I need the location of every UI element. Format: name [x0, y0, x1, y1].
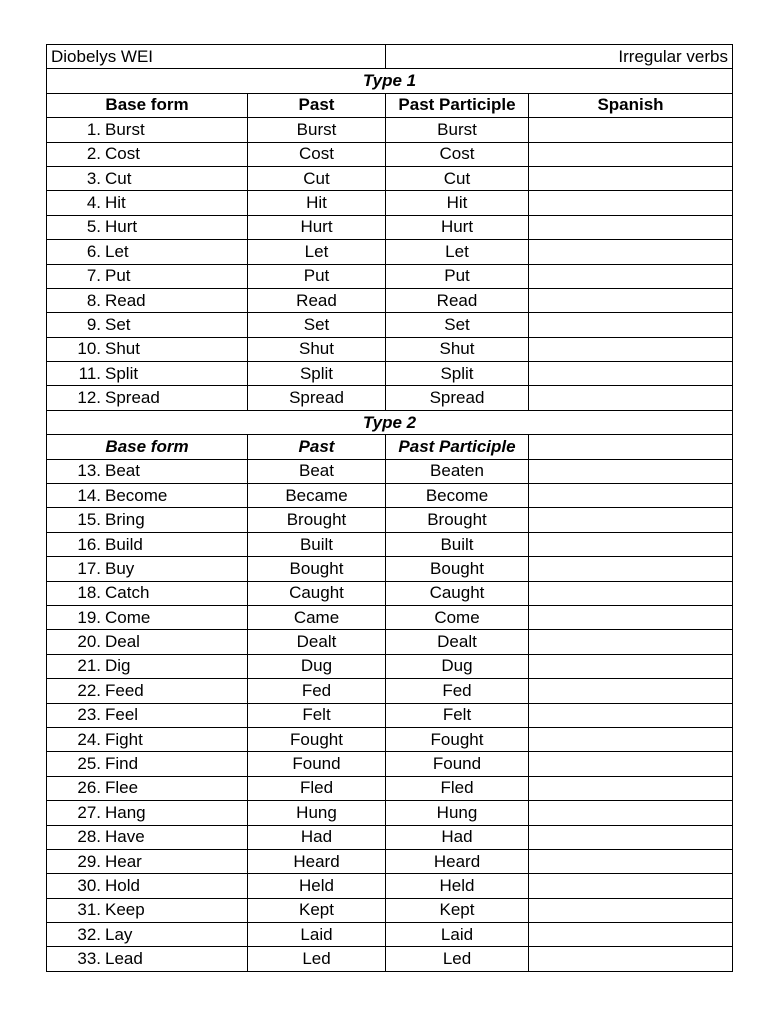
- past-participle-form: Hit: [386, 191, 529, 215]
- row-number: 12.: [77, 388, 101, 408]
- base-form-cell: [47, 825, 248, 849]
- table-row: [47, 801, 733, 825]
- base-form-cell: [47, 630, 248, 654]
- table-row: [47, 630, 733, 654]
- base-form: Feed: [105, 680, 144, 700]
- table-row: [47, 532, 733, 556]
- base-form-cell: [47, 801, 248, 825]
- row-number: 6.: [86, 241, 101, 261]
- past-participle-form: Caught: [386, 581, 529, 605]
- table-row: [47, 874, 733, 898]
- table-row: [47, 776, 733, 800]
- base-form-cell: [47, 240, 248, 264]
- base-form-cell: [47, 215, 248, 239]
- base-form: Let: [105, 241, 129, 261]
- base-form: Feel: [105, 705, 139, 725]
- past-participle-form: Held: [386, 874, 529, 898]
- base-form: Beat: [105, 461, 140, 481]
- past-form: Hit: [248, 191, 386, 215]
- base-form: Bring: [105, 510, 145, 530]
- row-number: 31.: [77, 900, 101, 920]
- past-form: Put: [248, 264, 386, 288]
- base-form-cell: [47, 484, 248, 508]
- past-participle-form: Hung: [386, 801, 529, 825]
- spanish-cell: [529, 776, 733, 800]
- base-form-cell: [47, 532, 248, 556]
- row-number: 33.: [77, 949, 101, 969]
- table-row: [47, 923, 733, 947]
- spanish-cell: [529, 752, 733, 776]
- past-participle-form: Built: [386, 532, 529, 556]
- past-participle-form: Had: [386, 825, 529, 849]
- spanish-cell: [529, 679, 733, 703]
- spanish-cell: [529, 630, 733, 654]
- past-participle-form: Brought: [386, 508, 529, 532]
- spanish-cell: [529, 874, 733, 898]
- type1-col-past-participle: Past Participle: [386, 93, 529, 117]
- past-participle-form: Dealt: [386, 630, 529, 654]
- base-form-cell: [47, 386, 248, 410]
- type1-col-spanish: Spanish: [529, 93, 733, 117]
- spanish-cell: [529, 703, 733, 727]
- spanish-cell: [529, 362, 733, 386]
- past-participle-form: Found: [386, 752, 529, 776]
- spanish-cell: [529, 313, 733, 337]
- base-form-cell: [47, 776, 248, 800]
- type1-col-base-form: Base form: [47, 93, 248, 117]
- base-form: Hit: [105, 193, 126, 213]
- base-form-cell: [47, 679, 248, 703]
- spanish-cell: [529, 215, 733, 239]
- spanish-cell: [529, 654, 733, 678]
- base-form: Hold: [105, 875, 140, 895]
- type2-col-spanish: [529, 435, 733, 459]
- spanish-cell: [529, 898, 733, 922]
- base-form: Build: [105, 534, 143, 554]
- spanish-cell: [529, 386, 733, 410]
- row-number: 3.: [86, 168, 101, 188]
- past-participle-form: Come: [386, 605, 529, 629]
- type2-col-base-form: Base form: [47, 435, 248, 459]
- row-number: 26.: [77, 778, 101, 798]
- row-number: 27.: [77, 802, 101, 822]
- row-number: 28.: [77, 827, 101, 847]
- row-number: 16.: [77, 534, 101, 554]
- base-form-cell: [47, 752, 248, 776]
- row-number: 10.: [77, 339, 101, 359]
- base-form: Hang: [105, 802, 146, 822]
- table-row: [47, 557, 733, 581]
- type1-section-row: [47, 69, 733, 93]
- past-form: Spread: [248, 386, 386, 410]
- base-form: Find: [105, 754, 139, 774]
- base-form: Hear: [105, 851, 142, 871]
- past-form: Felt: [248, 703, 386, 727]
- row-number: 7.: [86, 266, 101, 286]
- spanish-cell: [529, 532, 733, 556]
- type1-heading: Type 1: [47, 69, 733, 93]
- base-form-cell: [47, 923, 248, 947]
- base-form-cell: [47, 118, 248, 142]
- spanish-cell: [529, 166, 733, 190]
- past-form: Fed: [248, 679, 386, 703]
- table-row: [47, 313, 733, 337]
- table-row: [47, 362, 733, 386]
- type1-header-row: [47, 93, 733, 117]
- sheet-topic: Irregular verbs: [386, 45, 733, 69]
- table-row: [47, 947, 733, 971]
- past-participle-form: Dug: [386, 654, 529, 678]
- spanish-cell: [529, 801, 733, 825]
- spanish-cell: [529, 459, 733, 483]
- base-form-cell: [47, 898, 248, 922]
- base-form: Come: [105, 607, 151, 627]
- table-row: [47, 191, 733, 215]
- base-form-cell: [47, 288, 248, 312]
- spanish-cell: [529, 337, 733, 361]
- base-form: Hurt: [105, 217, 138, 237]
- past-participle-form: Shut: [386, 337, 529, 361]
- past-form: Set: [248, 313, 386, 337]
- base-form-cell: [47, 191, 248, 215]
- table-row: [47, 703, 733, 727]
- table-row: [47, 605, 733, 629]
- base-form-cell: [47, 313, 248, 337]
- past-form: Had: [248, 825, 386, 849]
- table-row: [47, 386, 733, 410]
- type2-heading: Type 2: [47, 410, 733, 434]
- row-number: 18.: [77, 583, 101, 603]
- title-row: [47, 45, 733, 69]
- base-form-cell: [47, 654, 248, 678]
- base-form: Dig: [105, 656, 131, 676]
- table-row: [47, 264, 733, 288]
- past-form: Bought: [248, 557, 386, 581]
- table-row: [47, 849, 733, 873]
- past-form: Cut: [248, 166, 386, 190]
- base-form: Lay: [105, 924, 133, 944]
- table-row: [47, 825, 733, 849]
- past-form: Laid: [248, 923, 386, 947]
- table-row: [47, 215, 733, 239]
- base-form: Have: [105, 827, 145, 847]
- past-participle-form: Fled: [386, 776, 529, 800]
- base-form-cell: [47, 142, 248, 166]
- past-form: Led: [248, 947, 386, 971]
- row-number: 8.: [86, 290, 101, 310]
- base-form: Fight: [105, 729, 143, 749]
- spanish-cell: [529, 947, 733, 971]
- past-form: Beat: [248, 459, 386, 483]
- row-number: 9.: [86, 314, 101, 334]
- past-participle-form: Hurt: [386, 215, 529, 239]
- row-number: 24.: [77, 729, 101, 749]
- past-form: Fought: [248, 727, 386, 751]
- row-number: 29.: [77, 851, 101, 871]
- table-row: [47, 508, 733, 532]
- spanish-cell: [529, 191, 733, 215]
- row-number: 13.: [77, 461, 101, 481]
- row-number: 14.: [77, 485, 101, 505]
- table-row: [47, 142, 733, 166]
- spanish-cell: [529, 581, 733, 605]
- type1-col-past: Past: [248, 93, 386, 117]
- row-number: 25.: [77, 754, 101, 774]
- past-form: Kept: [248, 898, 386, 922]
- spanish-cell: [529, 557, 733, 581]
- past-participle-form: Split: [386, 362, 529, 386]
- row-number: 22.: [77, 680, 101, 700]
- spanish-cell: [529, 605, 733, 629]
- base-form-cell: [47, 703, 248, 727]
- irregular-verbs-table: [46, 44, 733, 972]
- past-form: Brought: [248, 508, 386, 532]
- table-row: [47, 337, 733, 361]
- base-form: Put: [105, 266, 131, 286]
- past-participle-form: Cost: [386, 142, 529, 166]
- past-participle-form: Let: [386, 240, 529, 264]
- past-participle-form: Kept: [386, 898, 529, 922]
- spanish-cell: [529, 142, 733, 166]
- past-form: Burst: [248, 118, 386, 142]
- table-row: [47, 459, 733, 483]
- past-participle-form: Beaten: [386, 459, 529, 483]
- past-participle-form: Set: [386, 313, 529, 337]
- table-row: [47, 898, 733, 922]
- row-number: 15.: [77, 510, 101, 530]
- table-row: [47, 679, 733, 703]
- base-form-cell: [47, 557, 248, 581]
- past-participle-form: Fed: [386, 679, 529, 703]
- table-row: [47, 288, 733, 312]
- type2-col-past: Past: [248, 435, 386, 459]
- past-form: Came: [248, 605, 386, 629]
- base-form: Lead: [105, 949, 143, 969]
- base-form-cell: [47, 166, 248, 190]
- table-row: [47, 581, 733, 605]
- past-form: Found: [248, 752, 386, 776]
- row-number: 1.: [86, 119, 101, 139]
- base-form: Keep: [105, 900, 145, 920]
- spanish-cell: [529, 240, 733, 264]
- past-participle-form: Read: [386, 288, 529, 312]
- past-form: Heard: [248, 849, 386, 873]
- base-form: Read: [105, 290, 146, 310]
- base-form: Cost: [105, 144, 140, 164]
- past-participle-form: Laid: [386, 923, 529, 947]
- row-number: 17.: [77, 558, 101, 578]
- base-form: Shut: [105, 339, 140, 359]
- table-row: [47, 166, 733, 190]
- base-form-cell: [47, 337, 248, 361]
- base-form: Burst: [105, 119, 145, 139]
- base-form: Flee: [105, 778, 139, 798]
- base-form: Buy: [105, 558, 135, 578]
- author-name: Diobelys WEI: [47, 45, 386, 69]
- base-form: Deal: [105, 632, 140, 652]
- past-form: Became: [248, 484, 386, 508]
- past-participle-form: Cut: [386, 166, 529, 190]
- row-number: 19.: [77, 607, 101, 627]
- row-number: 20.: [77, 632, 101, 652]
- table-row: [47, 654, 733, 678]
- base-form-cell: [47, 947, 248, 971]
- base-form: Set: [105, 314, 131, 334]
- past-form: Dealt: [248, 630, 386, 654]
- past-form: Caught: [248, 581, 386, 605]
- base-form: Spread: [105, 388, 160, 408]
- base-form-cell: [47, 508, 248, 532]
- base-form-cell: [47, 581, 248, 605]
- base-form-cell: [47, 727, 248, 751]
- row-number: 4.: [86, 193, 101, 213]
- past-form: Built: [248, 532, 386, 556]
- row-number: 11.: [78, 363, 101, 383]
- base-form: Cut: [105, 168, 132, 188]
- spanish-cell: [529, 849, 733, 873]
- row-number: 23.: [77, 705, 101, 725]
- table-row: [47, 727, 733, 751]
- spanish-cell: [529, 508, 733, 532]
- past-form: Let: [248, 240, 386, 264]
- past-form: Cost: [248, 142, 386, 166]
- past-form: Read: [248, 288, 386, 312]
- past-form: Dug: [248, 654, 386, 678]
- past-form: Shut: [248, 337, 386, 361]
- base-form-cell: [47, 605, 248, 629]
- past-form: Hurt: [248, 215, 386, 239]
- row-number: 2.: [86, 144, 101, 164]
- type2-section-row: [47, 410, 733, 434]
- past-participle-form: Become: [386, 484, 529, 508]
- past-participle-form: Felt: [386, 703, 529, 727]
- spanish-cell: [529, 118, 733, 142]
- past-participle-form: Led: [386, 947, 529, 971]
- base-form-cell: [47, 362, 248, 386]
- table-row: [47, 752, 733, 776]
- table-row: [47, 240, 733, 264]
- past-participle-form: Spread: [386, 386, 529, 410]
- table-row: [47, 118, 733, 142]
- past-participle-form: Burst: [386, 118, 529, 142]
- past-form: Held: [248, 874, 386, 898]
- spanish-cell: [529, 727, 733, 751]
- type2-header-row: [47, 435, 733, 459]
- row-number: 30.: [77, 875, 101, 895]
- base-form-cell: [47, 849, 248, 873]
- base-form-cell: [47, 459, 248, 483]
- spanish-cell: [529, 484, 733, 508]
- base-form-cell: [47, 874, 248, 898]
- base-form-cell: [47, 264, 248, 288]
- spanish-cell: [529, 825, 733, 849]
- spanish-cell: [529, 923, 733, 947]
- base-form: Catch: [105, 583, 150, 603]
- past-participle-form: Heard: [386, 849, 529, 873]
- past-participle-form: Bought: [386, 557, 529, 581]
- past-participle-form: Fought: [386, 727, 529, 751]
- table-body: [47, 45, 733, 972]
- spanish-cell: [529, 288, 733, 312]
- past-form: Hung: [248, 801, 386, 825]
- base-form: Split: [105, 363, 139, 383]
- past-participle-form: Put: [386, 264, 529, 288]
- type2-col-past-participle: Past Participle: [386, 435, 529, 459]
- past-form: Fled: [248, 776, 386, 800]
- spanish-cell: [529, 264, 733, 288]
- table-row: [47, 484, 733, 508]
- row-number: 32.: [77, 924, 101, 944]
- row-number: 21.: [77, 656, 101, 676]
- row-number: 5.: [86, 217, 101, 237]
- past-form: Split: [248, 362, 386, 386]
- base-form: Become: [105, 485, 168, 505]
